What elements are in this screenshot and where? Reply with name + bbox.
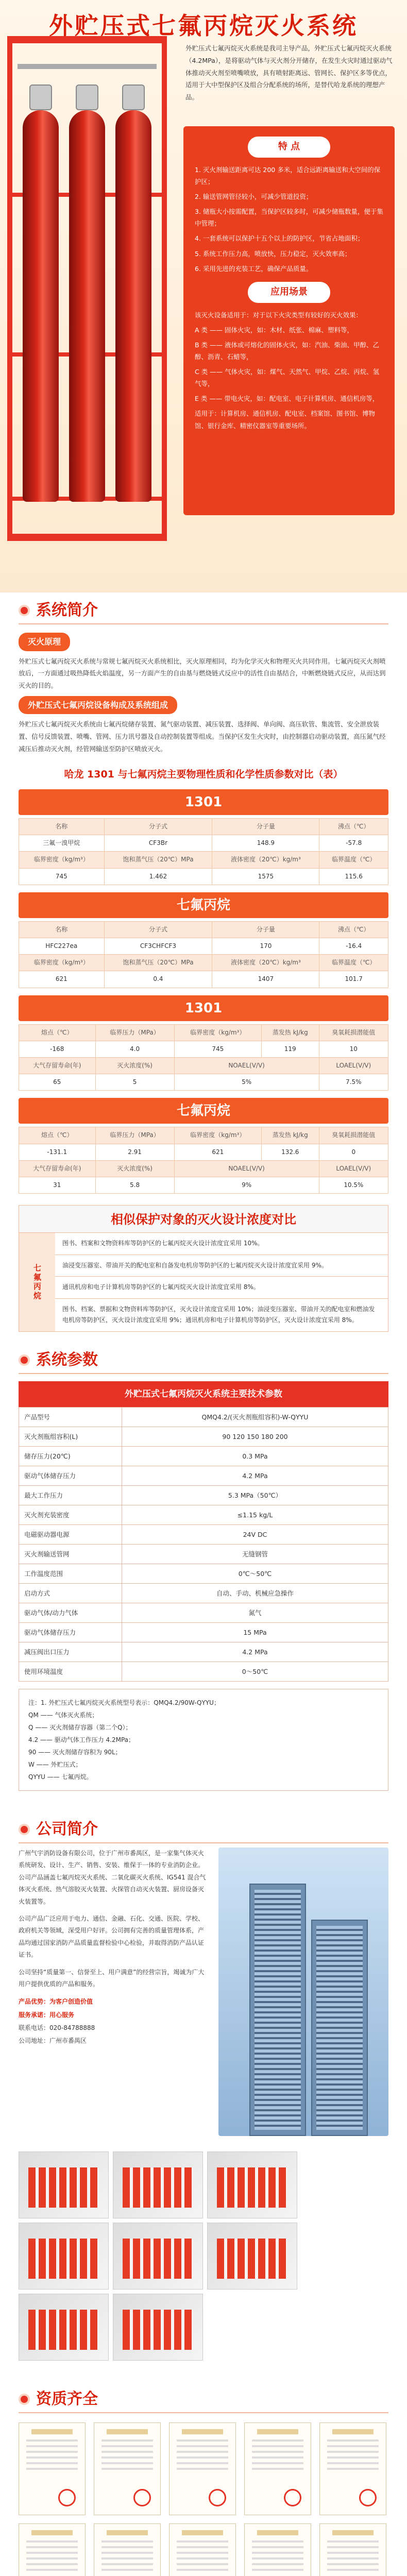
composition-text: 外贮压式七氟丙烷灭火系统由七氟丙烷储存装置、氮气驱动装置、减压装置、选择阀、单向阀、高压软管、集流管、安全泄放装置、信号反馈装置、喷嘴、管网、压力讯号器及自动控制装置等组成。当保护区发生火灾时，由控制器启动驱动装置，高压氮气经减压后推动灭火剂，经管网输送至防护区喷放灭火。 bbox=[19, 720, 386, 753]
factory-photo bbox=[207, 2223, 297, 2290]
hero-section bbox=[0, 0, 407, 592]
features-label: 特 点 bbox=[248, 137, 330, 158]
feature-item: 5. 系统工作压力高，喷放快，压力稳定，灭火效率高； bbox=[195, 249, 351, 258]
gas-header: 七氟丙烷 bbox=[19, 1098, 388, 1124]
spec-table-header: 外贮压式七氟丙烷灭火系统主要技术参数 bbox=[19, 1381, 388, 1407]
factory-photo bbox=[113, 2223, 203, 2290]
app-item: A 类 —— 固体火灾，如：木材、纸张、棉麻、塑料等， bbox=[195, 326, 353, 334]
factory-photo bbox=[113, 2151, 203, 2218]
section-bullet-icon bbox=[19, 1824, 30, 1835]
concentration-row: 通讯机房和电子计算机房等防护区的七氟丙烷灭火设计浓度宜采用 8%。 bbox=[55, 1277, 388, 1299]
certificate-image bbox=[244, 2422, 311, 2515]
concentration-row: 图书、档案、票据和文物资料库等防护区，灭火设计浓度宜采用 10%；油浸变压器室、带油开关的配电室和燃油发电机房等防护区，灭火设计浓度宜采用 9%；通讯机房和电子计算机房等防护区，灭火设计浓度宜采用 8%。 bbox=[62, 1305, 375, 1324]
certificate-image bbox=[169, 2523, 236, 2576]
company-section bbox=[0, 1811, 407, 2366]
feature-item: 3. 储瓶大小按需配置，当保护区较多时，可减少储瓶数量，便于集中管理； bbox=[195, 208, 383, 228]
factory-photo bbox=[113, 2294, 203, 2361]
model-notes: 注：1. 外贮压式七氟丙烷灭火系统型号表示：QMQ4.2/90W-QYYU； QM —— 气体灭火系统； Q —— 灭火剂储存容器（第二个Q）； 4.2 —— 驱动气体工作压力 4.2MPa； 90 —— 灭火剂储存容积为 90L； W —— 外贮压式； QYYU —— 七氟丙烷。 bbox=[19, 1689, 388, 1791]
factory-photo bbox=[207, 2151, 297, 2218]
certificate-image bbox=[244, 2523, 311, 2576]
section-title: 公司简介 bbox=[36, 1820, 98, 1839]
parameters-section bbox=[0, 1342, 407, 1791]
gas-header: 七氟丙烷 bbox=[19, 892, 388, 918]
property-table: 熔点（℃） 临界压力（MPa） 临界密度（kg/m³） 蒸发热 kJ/kg 臭氧耗损潜能值 -131.1 2.91 621 132.6 0 大气存留寿命(年) 灭火浓度(%) NOAEL(V/V) LOAEL(V/V) 31 5.8 9% 10.5% bbox=[19, 1127, 388, 1194]
section-bullet-icon bbox=[19, 1354, 30, 1366]
product-image bbox=[7, 36, 167, 541]
section-bullet-icon bbox=[19, 605, 30, 616]
section-bullet-icon bbox=[19, 2394, 30, 2405]
app-item: 适用于：计算机房、通信机房、配电室、档案馆、图书馆、博物馆、银行金库、精密仪器室等重要场所。 bbox=[195, 410, 376, 430]
company-building-image bbox=[218, 1848, 388, 2136]
certificate-image bbox=[319, 2422, 386, 2515]
app-item: E 类 —— 带电火灾，如：配电室、电子计算机房、通信机房等， bbox=[195, 395, 379, 403]
feature-item: 4. 一套系统可以保护十五个以上的防护区，节省占地面积； bbox=[195, 234, 364, 243]
concentration-row: 油浸变压器室、带油开关的配电室和自备发电机房等防护区的七氟丙烷灭火设计浓度宜采用 9%。 bbox=[55, 1255, 388, 1277]
section-title: 系统简介 bbox=[36, 601, 98, 619]
page-title: 外贮压式七氟丙烷灭火系统 bbox=[49, 12, 358, 40]
feature-item: 6. 采用先进的充装工艺，确保产品质量。 bbox=[195, 264, 313, 273]
section-header bbox=[0, 1811, 407, 1848]
section-header bbox=[0, 592, 407, 629]
feature-item: 2. 输送管网管径较小，可减少管道投资； bbox=[195, 193, 313, 201]
property-table: 名称 分子式 分子量 沸点（℃） 三氟一溴甲烷 CF3Br 148.9 -57.8 临界密度（kg/m³） 饱和蒸气压（20℃）MPa 液体密度（20℃）kg/m³ 临界温度（℃） 745 1.462 1575 115.6 bbox=[19, 818, 388, 885]
factory-photo bbox=[19, 2294, 109, 2361]
certificate-image bbox=[169, 2422, 236, 2515]
app-item: B 类 —— 液体或可熔化的固体火灾，如：汽油、柴油、甲醇、乙醇、沥青、石蜡等， bbox=[195, 341, 379, 361]
intro-text: 外贮压式七氟丙烷灭火系统是我司主导产品，外贮压式七氟丙烷灭火系统（4.2MPa），是将驱动气体与灭火剂分开储存，在发生火灾时通过驱动气体推动灭火剂至喷嘴喷放，具有喷射距离远、管网长、保护区多等优点，适用于大中型保护区及组合分配系统的场所，是替代哈龙系统的理想产品。 bbox=[185, 44, 393, 101]
app-item: C 类 —— 气体火灾，如：煤气、天然气、甲烷、乙烷、丙烷、氢气等， bbox=[195, 368, 380, 388]
app-item: 该灭火设备适用于：对于以下火灾类型有较好的灭火效果： bbox=[195, 311, 363, 319]
section-title: 资质齐全 bbox=[36, 2390, 98, 2409]
certificate-image bbox=[319, 2523, 386, 2576]
apps-label: 应用场景 bbox=[248, 282, 330, 303]
certificates-section bbox=[0, 2381, 407, 2576]
certificate-image bbox=[94, 2523, 161, 2576]
certificate-image bbox=[19, 2422, 86, 2515]
property-table: 熔点（℃） 临界压力（MPa） 临界密度（kg/m³） 蒸发热 kJ/kg 臭氧耗损潜能值 -168 4.0 745 119 10 大气存留寿命(年) 灭火浓度(%) NOAEL(V/V) LOAEL(V/V) 65 5 5% 7.5% bbox=[19, 1024, 388, 1091]
concentration-label: 七氟丙烷 bbox=[19, 1233, 55, 1331]
factory-photo bbox=[19, 2151, 109, 2218]
gas-header: 1301 bbox=[19, 789, 388, 815]
system-intro-section bbox=[0, 592, 407, 1332]
company-text: 广州气宇消防设备有限公司，位于广州市番禺区，是一家集气体灭火系统研发、设计、生产、销售、安装、维保于一体的专业消防企业。公司产品涵盖七氟丙烷灭火系统、二氧化碳灭火系统、IG541 混合气体灭火系统、热气溶胶灭火装置、火探管自动灭火装置、厨房设备灭火装置等。 公司产品广泛应用于电力、通信、金融、石化、交通、医院、学校、政府机关等领域，深受用户好评。公司拥有完善的质量管理体系，产品均通过国家消防产品质量监督检验中心检验，并取得消防产品认证证书。 公司坚持“质量第一、信誉至上、用户满意”的经营宗旨，竭诚为广大用户提供优质的产品和服务。 产品优势：为客户创造价值 服务承诺：用心服务 联系电话：020-84788888 公司地址：广州市番禺区 bbox=[19, 1848, 207, 2136]
certificate-image bbox=[19, 2523, 86, 2576]
gas-header: 1301 bbox=[19, 995, 388, 1021]
section-title: 系统参数 bbox=[36, 1351, 98, 1369]
certificate-grid bbox=[0, 2417, 407, 2576]
property-table: 名称 分子式 分子量 沸点（℃） HFC227ea CF3CHFCF3 170 -16.4 临界密度（kg/m³） 饱和蒸气压（20℃）MPa 液体密度（20℃）kg/m³ 临界温度（℃） 621 0.4 1407 101.7 bbox=[19, 921, 388, 988]
feature-item: 1. 灭火剂输送距离可达 200 多米，适合远距离输送和大空间的保护区； bbox=[195, 165, 381, 185]
certificate-image bbox=[94, 2422, 161, 2515]
subsection-tag: 灭火原理 bbox=[19, 633, 70, 651]
concentration-row: 图书、档案和文物资料库等防护区的七氟丙烷灭火设计浓度宜采用 10%。 bbox=[55, 1233, 388, 1255]
factory-photos bbox=[0, 2146, 407, 2366]
subsection-tag: 外贮压式七氟丙烷设备构成及系统组成 bbox=[19, 696, 177, 715]
comparison-title: 哈龙 1301 与七氟丙烷主要物理性质和化学性质参数对比（表） bbox=[64, 768, 343, 780]
contact-info: 产品优势：为客户创造价值 服务承诺：用心服务 联系电话：020-84788888 公司地址：广州市番禺区 bbox=[19, 1998, 95, 2044]
section-header bbox=[0, 2381, 407, 2417]
concentration-band: 相似保护对象的灭火设计浓度对比 bbox=[19, 1205, 388, 1233]
principle-text: 外贮压式七氟丙烷灭火系统与常规七氟丙烷灭火系统相比，灭火原理相同，均为化学灭火和物理灭火共同作用。七氟丙烷灭火剂喷放后，一方面通过吸热降低火焰温度，另一方面产生的自由基与燃烧链式反应中的活性自由基结合，中断燃烧链式反应，从而达到灭火的目的。 bbox=[19, 657, 386, 690]
factory-photo bbox=[19, 2223, 109, 2290]
concentration-table bbox=[19, 1233, 388, 1332]
section-header bbox=[0, 1342, 407, 1378]
features-panel bbox=[183, 126, 395, 515]
spec-table: 产品型号 QMQ4.2/(灭火剂瓶组容积)-W-QYYU 灭火剂瓶组容积(L) 90 120 150 180 200 储存压力(20℃) 0.3 MPa 驱动气体储存压力 4.2 MPa 最大工作压力 5.3 MPa（50℃） 灭火剂充装密度 ≤1.15 kg/L 电磁驱动器电源 24V DC 灭火剂输送管网 无缝钢管 工作温度范围 0℃～50℃ 启动方式 自动、手动、机械应急操作 驱动气体/动力气体 氮气 驱动气体储存压力 15 MPa 减压阀出口压力 4.2 MPa 使用环境温度 0～50℃ bbox=[19, 1407, 388, 1682]
